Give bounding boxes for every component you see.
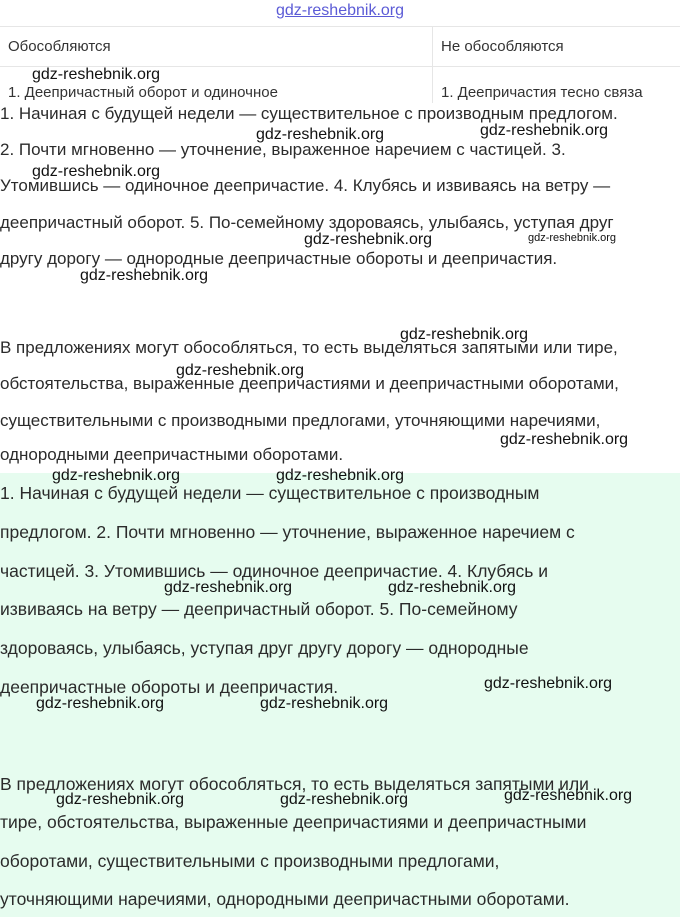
watermark: gdz-reshebnik.org	[176, 362, 305, 379]
watermark: gdz-reshebnik.org	[32, 163, 161, 180]
watermark: gdz-reshebnik.org	[164, 579, 293, 596]
answer-2-line: здороваясь, улыбаясь, уступая друг другу дорогу — однородные	[0, 638, 529, 658]
table-cell-isolated: 1. Деепричастный оборот и одиночное	[8, 84, 278, 101]
watermark: gdz-reshebnik.org	[484, 675, 613, 692]
watermark: gdz-reshebnik.org	[276, 467, 405, 484]
explanation-1-line: однородными деепричастными оборотами.	[0, 445, 344, 464]
table-header-isolated: Обособляются	[8, 38, 111, 55]
table-header-not-isolated: Не обособляются	[441, 38, 564, 55]
answer-2-line: деепричастные обороты и деепричастия.	[0, 677, 339, 697]
comparison-table	[0, 26, 680, 103]
watermark: gdz-reshebnik.org	[260, 695, 389, 712]
watermark: gdz-reshebnik.org	[56, 791, 185, 808]
watermark: gdz-reshebnik.org	[280, 791, 409, 808]
answer-2-line: частицей. 3. Утомившись — одиночное деепричастие. 4. Клубясь и	[0, 561, 548, 581]
explanation-2-line: В предложениях могут обособляться, то есть выделяться запятыми или	[0, 774, 589, 794]
table-cell-not-isolated: 1. Деепричастия тесно связа	[441, 84, 643, 101]
watermark: gdz-reshebnik.org	[500, 431, 629, 448]
explanation-1-line: существительными с производными предлогами, уточняющими наречиями,	[0, 411, 601, 430]
answer-1-line: 2. Почти мгновенно — уточнение, выраженное наречием с частицей. 3.	[0, 140, 566, 159]
explanation-2-line: уточняющими наречиями, однородными деепричастными оборотами.	[0, 889, 570, 909]
answer-2-line: 1. Начиная с будущей недели — существительное с производным	[0, 483, 540, 503]
answer-2-line: извиваясь на ветру — деепричастный оборот. 5. По-семейному	[0, 599, 518, 619]
watermark: gdz-reshebnik.org	[80, 267, 209, 284]
watermark: gdz-reshebnik.org	[388, 579, 517, 596]
answer-2-line: предлогом. 2. Почти мгновенно — уточнение, выраженное наречием с	[0, 522, 575, 542]
explanation-1-line: В предложениях могут обособляться, то есть выделяться запятыми или тире,	[0, 338, 618, 357]
watermark: gdz-reshebnik.org	[504, 787, 633, 804]
watermark: gdz-reshebnik.org	[480, 122, 609, 139]
watermark: gdz-reshebnik.org	[32, 66, 161, 83]
site-link[interactable]: gdz-reshebnik.org	[275, 2, 405, 19]
watermark: gdz-reshebnik.org	[528, 232, 617, 244]
answer-1-line: другу дорогу — однородные деепричастные обороты и деепричастия.	[0, 249, 558, 268]
watermark: gdz-reshebnik.org	[52, 467, 181, 484]
watermark: gdz-reshebnik.org	[400, 326, 529, 343]
answer-1-line: деепричастный оборот. 5. По-семейному здороваясь, улыбаясь, уступая друг	[0, 213, 614, 232]
column-divider	[432, 27, 433, 103]
answer-1-line: Утомившись — одиночное деепричастие. 4. Клубясь и извиваясь на ветру —	[0, 176, 611, 195]
watermark: gdz-reshebnik.org	[304, 231, 433, 248]
explanation-2-line: оборотами, существительными с производными предлогами,	[0, 851, 500, 871]
explanation-1-line: обстоятельства, выраженные деепричастиями и деепричастными оборотами,	[0, 374, 619, 393]
explanation-2-line: тире, обстоятельства, выраженные деепричастиями и деепричастными	[0, 812, 587, 832]
answer-1-line: 1. Начиная с будущей недели — существительное с производным предлогом.	[0, 104, 618, 123]
watermark: gdz-reshebnik.org	[256, 126, 385, 143]
watermark: gdz-reshebnik.org	[36, 695, 165, 712]
